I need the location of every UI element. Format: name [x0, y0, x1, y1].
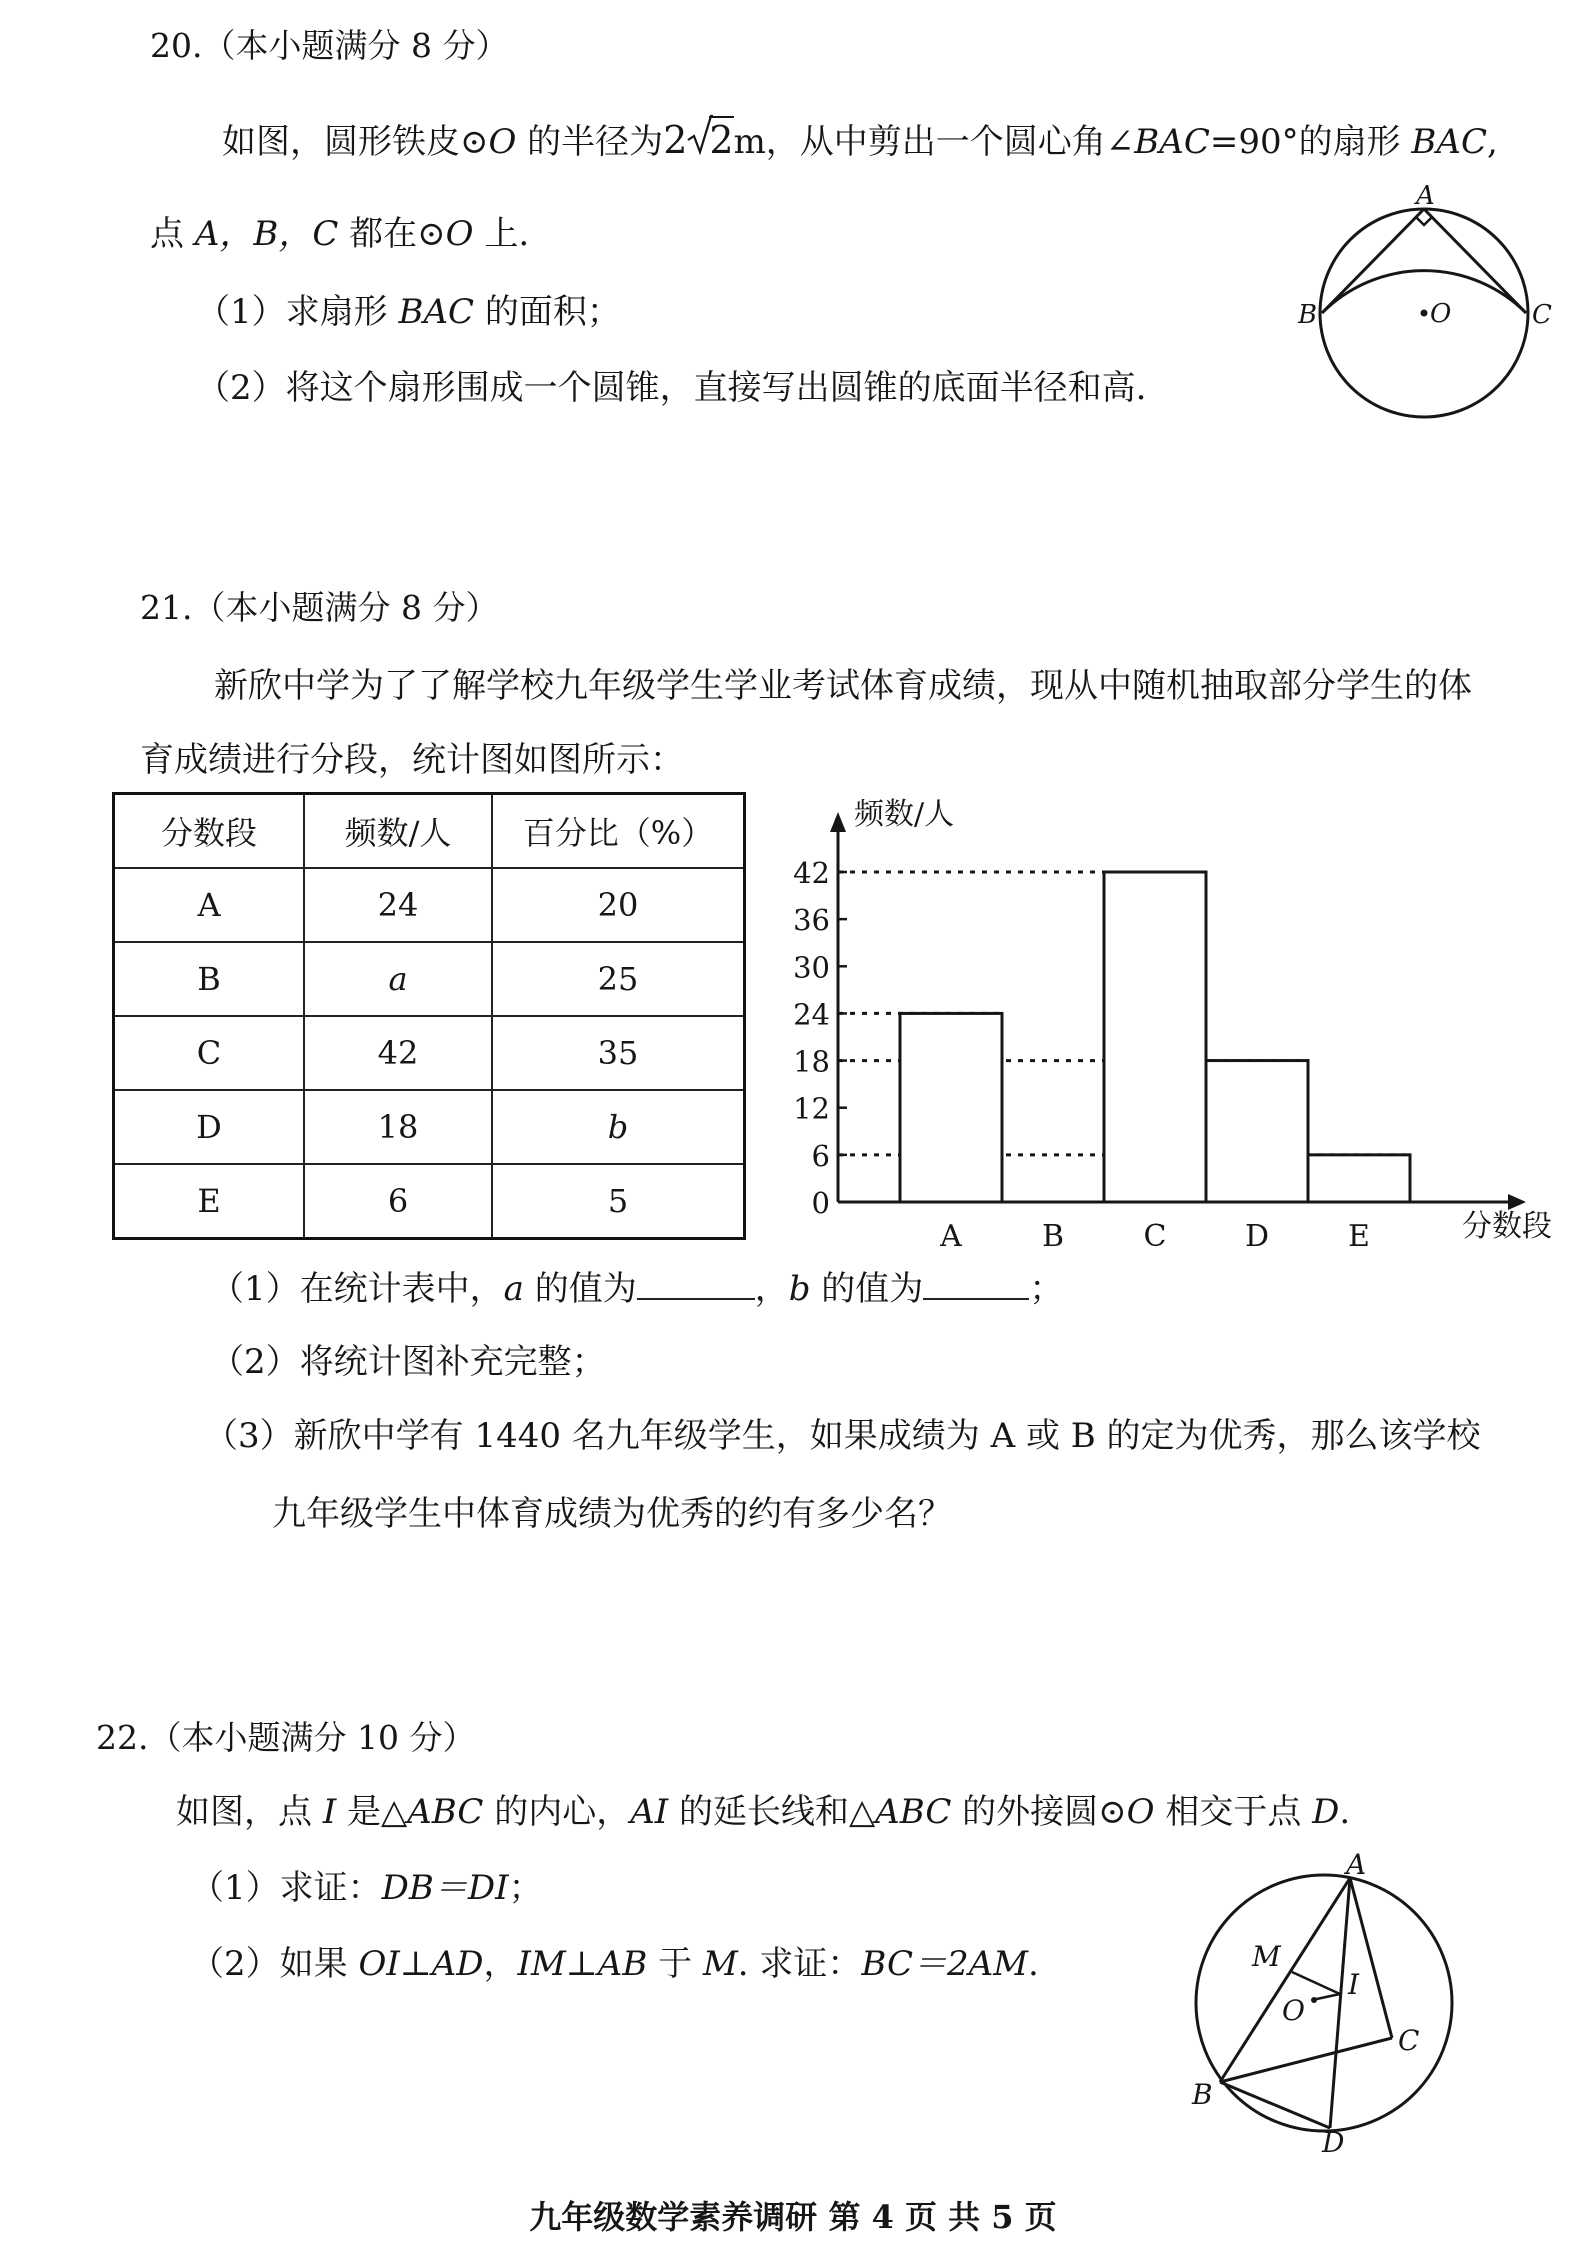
- q21-answer-blank-a[interactable]: [637, 1268, 755, 1300]
- q22-figure-center-dot: [1311, 1997, 1317, 2003]
- q21-p1-b: 的值为: [523, 1269, 637, 1309]
- q22-p2-m: M: [702, 1944, 738, 1984]
- q22-figure-label-b: B: [1192, 2078, 1213, 2111]
- table-header-row: [114, 794, 745, 869]
- table-cell-frequency: 6: [304, 1164, 492, 1239]
- q20-stem-e: ,: [1486, 122, 1498, 162]
- q22-p2-bc: BC＝2AM: [861, 1944, 1029, 1984]
- q22-header: 22.（本小题满分 10 分）: [96, 1718, 476, 1757]
- q22-figure-label-m: M: [1252, 1940, 1281, 1973]
- q22-figure-label-d: D: [1322, 2126, 1345, 2159]
- q21-answer-blank-b[interactable]: [923, 1268, 1029, 1300]
- q22-stem-abc: ABC: [407, 1792, 484, 1832]
- q22-figure-segment-im: [1292, 1972, 1340, 1994]
- q21-p1-a: （1）在统计表中，: [210, 1269, 504, 1309]
- q20-figure-arc-bc: [1322, 271, 1526, 313]
- right-angle-mark-icon: [1416, 217, 1432, 225]
- q22-stem-abc2: ABC: [875, 1792, 952, 1832]
- q21-part3-line2: 九年级学生中体育成绩为优秀的约有多少名？: [272, 1494, 952, 1534]
- q20-stem-bac: BAC: [1134, 122, 1210, 162]
- q22-figure-label-i: I: [1348, 1968, 1360, 2001]
- q22-p2-d: . 求证：: [737, 1944, 862, 1984]
- q20-figure-label-o: O: [1430, 299, 1452, 329]
- q22-stem-g: .: [1339, 1792, 1351, 1832]
- q20-figure: [1300, 180, 1550, 420]
- q20-part1: [196, 292, 621, 332]
- table-cell-segment: B: [114, 942, 305, 1016]
- chart-y-tick-label: 12: [793, 1091, 830, 1126]
- chart-y-tick-label: 42: [793, 856, 830, 890]
- table-cell-segment: E: [114, 1164, 305, 1239]
- table-row: [114, 868, 745, 942]
- q20-radius: [663, 118, 733, 162]
- q22-p2-oi: OI⊥AD: [358, 1944, 484, 1984]
- q22-stem-i: I: [322, 1792, 337, 1832]
- q20-stem-c: m，从中剪出一个圆心角∠: [733, 122, 1135, 162]
- q22-figure-segment-bc: [1220, 2038, 1392, 2082]
- q20-line2-points: A，B，C: [194, 214, 339, 254]
- q21-stem-line1: 新欣中学为了了解学校九年级学生学业考试体育成绩，现从中随机抽取部分学生的体: [214, 666, 1472, 706]
- q22-p1-a: （1）求证：: [190, 1868, 382, 1908]
- q22-stem-ai: AI: [630, 1792, 669, 1832]
- q20-radius-coef: 2: [663, 118, 688, 162]
- q21-p1-bvar: b: [788, 1269, 811, 1309]
- table-cell-segment: D: [114, 1090, 305, 1164]
- q20-radius-root: 2: [709, 118, 734, 162]
- q20-p1-a: （1）求扇形: [196, 292, 399, 332]
- x-axis-arrow-icon: [1508, 1194, 1526, 1210]
- table-header-cell: 分数段: [114, 794, 305, 869]
- sqrt-sign-icon: [687, 120, 733, 160]
- q20-line2-o: O: [445, 214, 474, 254]
- chart-x-axis-label: 分数段: [1462, 1209, 1552, 1244]
- chart-y-tick-label: 24: [793, 997, 830, 1032]
- chart-y-axis-label: 频数/人: [854, 797, 955, 832]
- q20-stem-line1: [222, 120, 1498, 162]
- table-row: [114, 1090, 745, 1164]
- q22-figure-segment-ac: [1350, 1878, 1392, 2038]
- q20-stem-line2: [150, 214, 529, 254]
- chart-x-tick-label: A: [940, 1219, 962, 1254]
- q21-p1-d: 的值为: [810, 1269, 924, 1309]
- table-cell-segment: C: [114, 1016, 305, 1090]
- q20-p1-b: 的面积；: [474, 292, 621, 332]
- chart-x-tick-label: D: [1244, 1219, 1270, 1254]
- chart-y-tick-label: 30: [793, 950, 830, 985]
- q22-stem-dpt: D: [1312, 1792, 1340, 1832]
- q22-stem-d: 的延长线和△: [668, 1792, 876, 1832]
- q21-p1-e: ；: [1029, 1269, 1064, 1309]
- q21-part3-line1: （3）新欣中学有 1440 名九年级学生，如果成绩为 A 或 B 的定为优秀，那么该学校: [204, 1416, 1481, 1456]
- q20-stem-o: O: [488, 122, 517, 162]
- q22-stem-f: 相交于点: [1154, 1792, 1313, 1832]
- q20-figure-segment-ac: [1424, 209, 1526, 313]
- q20-figure-segment-ab: [1322, 209, 1424, 313]
- q20-figure-label-b: B: [1298, 300, 1318, 330]
- table-cell-frequency: 42: [304, 1016, 492, 1090]
- chart-bar: [1308, 1155, 1410, 1202]
- chart-y-tick-label: 18: [793, 1044, 830, 1079]
- table-cell-segment: A: [114, 868, 305, 942]
- q21-header: 21.（本小题满分 8 分）: [140, 588, 499, 627]
- q21-bar-chart: [770, 790, 1570, 1270]
- q22-figure-label-o: O: [1282, 1994, 1305, 2027]
- chart-y-tick-label: 6: [811, 1138, 830, 1173]
- q22-part2: [190, 1944, 1039, 1984]
- q20-stem-b: 的半径为: [516, 122, 664, 162]
- table-cell-frequency: a: [304, 942, 492, 1016]
- q22-figure-label-c: C: [1398, 2024, 1420, 2057]
- q22-stem-o: O: [1126, 1792, 1155, 1832]
- q21-part2: （2）将统计图补充完整；: [210, 1342, 606, 1382]
- table-cell-percent: 5: [492, 1164, 745, 1239]
- table-cell-percent: 20: [492, 868, 745, 942]
- table-cell-frequency: 24: [304, 868, 492, 942]
- q22-part1: [190, 1868, 543, 1908]
- q20-part2: （2）将这个扇形围成一个圆锥，直接写出圆锥的底面半径和高.: [196, 368, 1147, 408]
- chart-bar: [900, 1013, 1002, 1202]
- q22-p2-b: ，: [483, 1944, 518, 1984]
- q21-part1: [210, 1268, 1063, 1309]
- q20-line2-a: 点: [150, 214, 195, 254]
- table-header-cell: 频数/人: [304, 794, 492, 869]
- q21-stem-line2: 育成绩进行分段，统计图如图所示：: [140, 740, 684, 780]
- page-footer: 九年级数学素养调研 第 4 页 共 5 页: [529, 2198, 1057, 2236]
- q22-p2-e: .: [1028, 1944, 1039, 1984]
- chart-x-tick-label: E: [1348, 1219, 1370, 1254]
- q22-figure-segment-ad: [1330, 1878, 1350, 2128]
- table-cell-percent: 35: [492, 1016, 745, 1090]
- q21-p1-avar: a: [503, 1269, 524, 1309]
- q20-figure-label-a: A: [1416, 181, 1435, 211]
- q22-p2-c: 于: [647, 1944, 703, 1984]
- chart-y-tick-label: 36: [793, 903, 830, 938]
- q22-stem-a: 如图，点: [176, 1792, 323, 1832]
- table-cell-frequency: 18: [304, 1090, 492, 1164]
- q22-stem-b: 是△: [336, 1792, 408, 1832]
- q20-p1-bac: BAC: [398, 292, 475, 332]
- q22-figure: [1170, 1848, 1470, 2159]
- q22-p2-a: （2）如果: [190, 1944, 359, 1984]
- table-cell-percent: b: [492, 1090, 745, 1164]
- q22-p1-eq: DB＝DI: [381, 1868, 509, 1908]
- chart-y-tick-label: 0: [811, 1186, 830, 1220]
- q22-stem-c: 的内心，: [483, 1792, 631, 1832]
- q20-stem-bac2: BAC: [1411, 122, 1487, 162]
- q20-header: 20.（本小题满分 8 分）: [150, 26, 509, 65]
- chart-bar: [1206, 1061, 1308, 1202]
- y-axis-arrow-icon: [830, 812, 846, 832]
- q21-p1-c: ，: [754, 1269, 789, 1309]
- q20-figure-center-dot: [1421, 310, 1428, 317]
- q21-score-table: [112, 792, 746, 1240]
- chart-x-tick-label: C: [1143, 1219, 1167, 1254]
- q20-figure-label-c: C: [1532, 300, 1552, 330]
- q22-p1-b: ；: [508, 1868, 543, 1908]
- q22-figure-label-a: A: [1346, 1848, 1367, 1881]
- table-row: [114, 1016, 745, 1090]
- q22-figure-circle: [1196, 1875, 1452, 2131]
- q22-stem: [176, 1792, 1350, 1832]
- q22-p2-im: IM⊥AB: [517, 1944, 648, 1984]
- q20-line2-c: 上.: [473, 214, 530, 254]
- table-row: [114, 942, 745, 1016]
- table-header-cell: 百分比（%）: [492, 794, 745, 869]
- q20-line2-b: 都在⊙: [338, 214, 446, 254]
- table-cell-percent: 25: [492, 942, 745, 1016]
- table-row: [114, 1164, 745, 1239]
- chart-x-tick-label: B: [1041, 1219, 1065, 1254]
- chart-bar: [1104, 872, 1206, 1202]
- q22-stem-e: 的外接圆⊙: [951, 1792, 1127, 1832]
- q20-stem-d: =90°的扇形: [1209, 122, 1412, 162]
- q20-stem-a: 如图，圆形铁皮⊙: [222, 122, 489, 162]
